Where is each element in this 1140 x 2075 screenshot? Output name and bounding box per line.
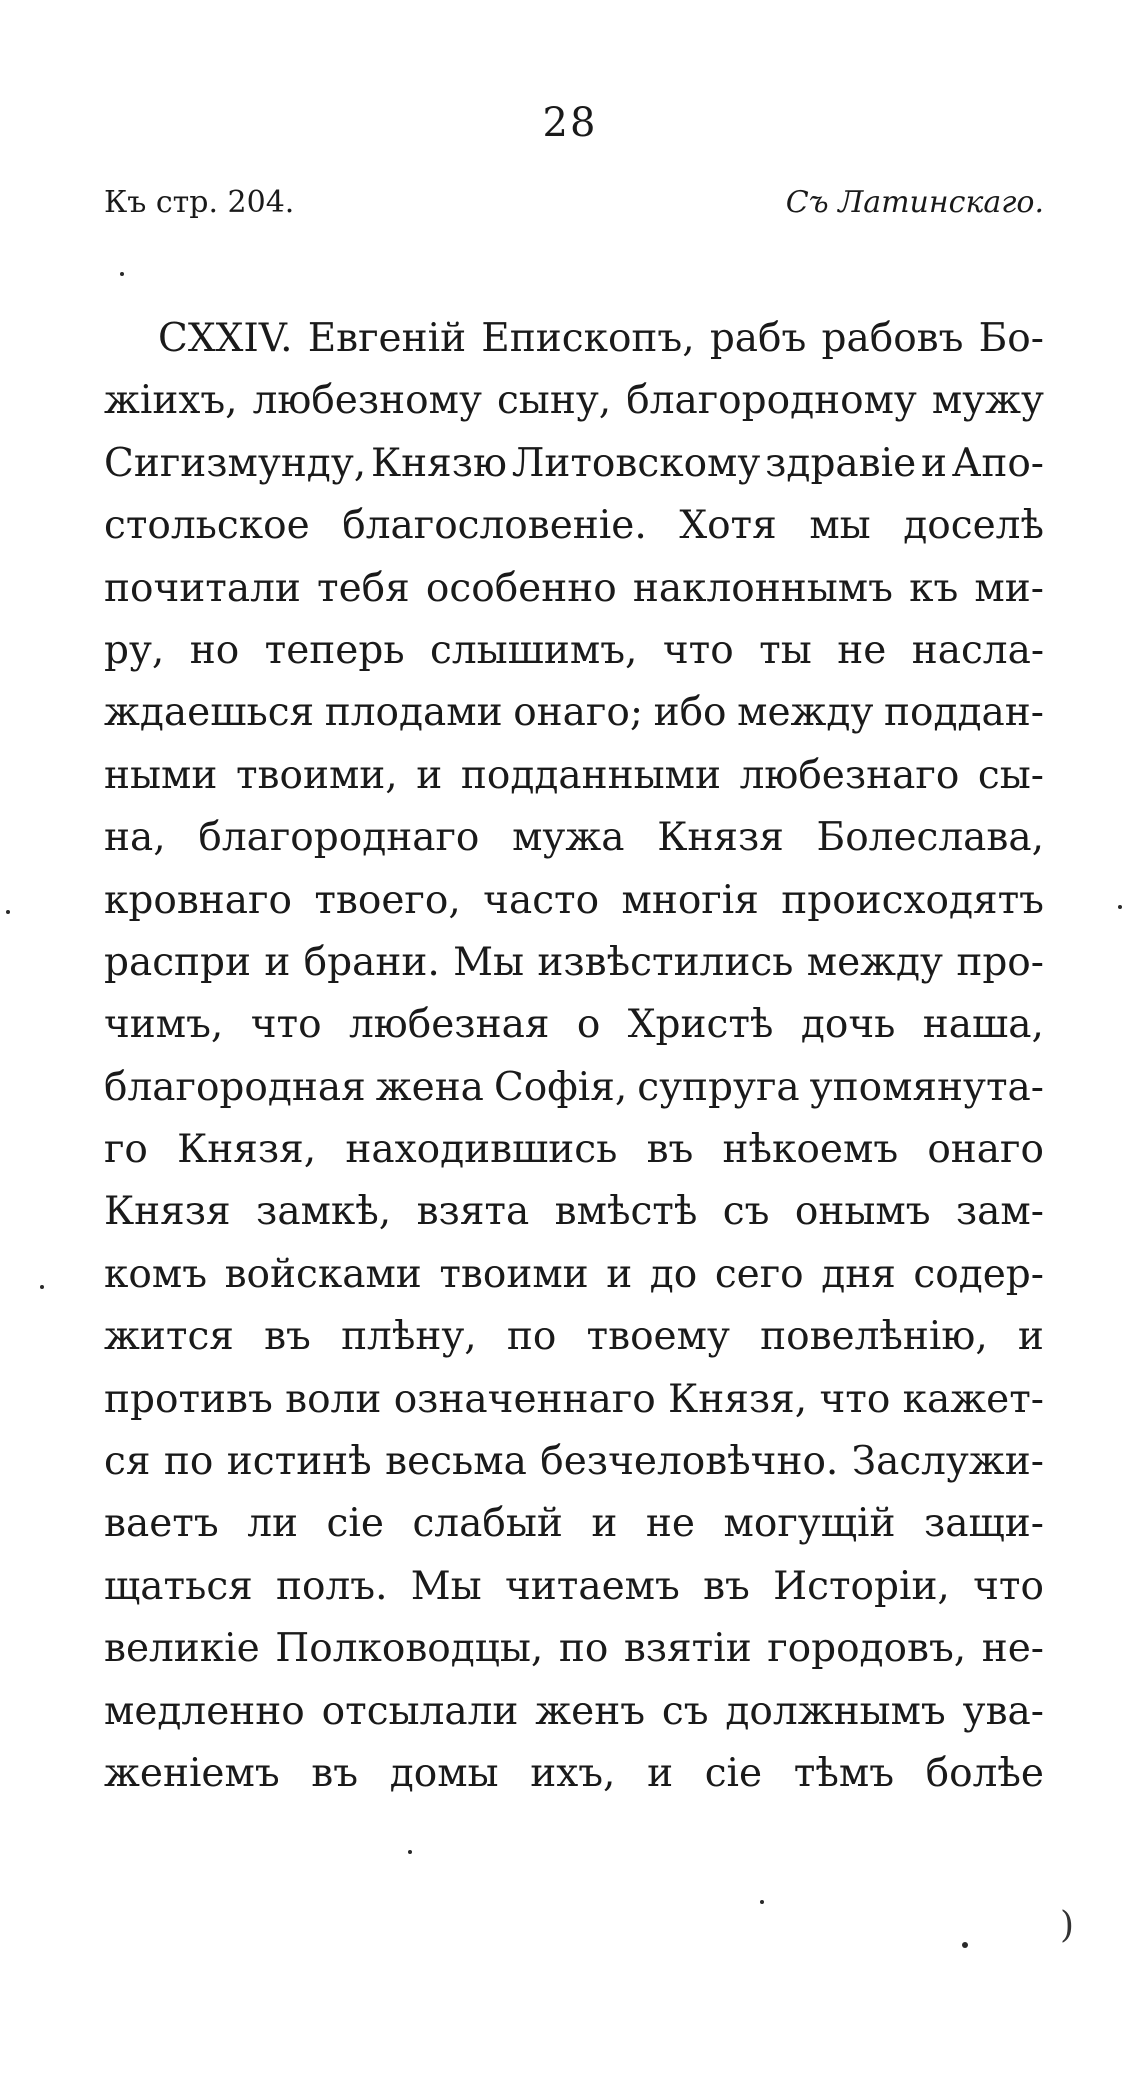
text-line (104, 558, 1044, 620)
word: онаго; (513, 690, 643, 736)
word: сего (714, 1251, 804, 1297)
text-line (104, 495, 1044, 557)
word: Софія, (493, 1064, 628, 1110)
word: и (647, 1750, 674, 1796)
word: содер- (913, 1251, 1044, 1297)
word: Князя (657, 815, 784, 861)
word: безчеловѣчно. (540, 1439, 839, 1485)
word: благословеніе. (342, 503, 647, 549)
header-source-language: Съ Латинскаго. (785, 185, 1044, 220)
word: насла- (911, 627, 1044, 673)
word: чимъ, (104, 1002, 224, 1048)
word: рабовъ (821, 316, 964, 361)
word: и (606, 1251, 633, 1297)
word: въ (703, 1563, 750, 1609)
text-line (104, 870, 1044, 932)
word: Епископъ, (481, 316, 695, 361)
word: что (662, 627, 734, 673)
word: на, (104, 815, 166, 861)
word: щаться (104, 1563, 253, 1609)
text-line (104, 1431, 1044, 1493)
word: сыну, (496, 378, 612, 424)
word: весьма (385, 1439, 527, 1485)
word: взятіи (623, 1626, 752, 1672)
word: часто (483, 877, 600, 923)
word: ты (759, 627, 812, 673)
word: войсками (224, 1251, 422, 1297)
word: между (737, 690, 874, 736)
word: про- (956, 939, 1044, 985)
word: Сигизмунду, (104, 440, 367, 486)
word: Мы (453, 939, 525, 985)
word: супруга (637, 1064, 800, 1110)
word: ли (247, 1501, 298, 1547)
word: по (506, 1314, 557, 1360)
word: сіе (326, 1501, 384, 1547)
word: плодами (324, 690, 503, 736)
text-line (104, 1618, 1044, 1680)
word: и (264, 939, 291, 985)
word: не- (981, 1626, 1044, 1672)
word: и (920, 440, 947, 486)
word: почитали (104, 565, 301, 611)
header-reference: Къ стр. 204. (104, 185, 295, 220)
word: защи- (923, 1501, 1044, 1547)
word: упомянута- (809, 1064, 1044, 1110)
scan-speck (760, 1900, 764, 1904)
word: Мы (410, 1563, 482, 1609)
word: Князю (370, 440, 507, 486)
word: болѣе (925, 1750, 1044, 1796)
word: ибо (653, 690, 727, 736)
scan-speck (962, 1942, 968, 1948)
word: наша, (922, 1002, 1044, 1048)
word: Князя, (668, 1376, 808, 1422)
word: благородная (104, 1064, 366, 1110)
word: по (558, 1626, 609, 1672)
word: тѣмъ (793, 1750, 895, 1796)
word: Заслужи- (851, 1439, 1044, 1485)
text-line (104, 433, 1044, 495)
word: не (645, 1501, 695, 1547)
word: воли (285, 1376, 382, 1422)
word: Хотя (679, 503, 777, 549)
word: онымъ (794, 1189, 931, 1235)
word: любезная (349, 1002, 550, 1048)
word: кровнаго (104, 877, 292, 923)
text-line (104, 807, 1044, 869)
word: благороднаго (198, 815, 480, 861)
word: домы (389, 1750, 499, 1796)
text-line (104, 1119, 1044, 1181)
word: женъ (535, 1688, 646, 1734)
word: слабый (412, 1501, 563, 1547)
scan-speck (120, 272, 124, 276)
word: ми- (974, 565, 1044, 611)
word: дочь (800, 1002, 896, 1048)
word: и (1017, 1314, 1044, 1360)
word: плѣну, (341, 1314, 477, 1360)
text-line (104, 682, 1044, 744)
word: Бо- (978, 316, 1044, 361)
word: сіе (704, 1750, 763, 1796)
text-line (104, 932, 1044, 994)
word: тебя (317, 565, 410, 611)
scan-speck (6, 910, 10, 914)
word: взята (416, 1189, 530, 1235)
word: Литовскому (511, 440, 761, 486)
scan-speck (40, 1285, 44, 1289)
word: жіихъ, (104, 378, 238, 424)
word: великіе (104, 1626, 260, 1672)
word: ся (104, 1439, 151, 1485)
word: Христѣ (627, 1002, 774, 1048)
word: по (163, 1439, 214, 1485)
word: медленно (104, 1688, 305, 1734)
word: городовъ, (767, 1626, 967, 1672)
word: жится (104, 1314, 234, 1360)
text-line (104, 1244, 1044, 1306)
scan-speck (1118, 905, 1122, 909)
word: твоими, (235, 752, 398, 798)
word: съ (661, 1688, 709, 1734)
word: Исторіи, (773, 1563, 950, 1609)
word: Болеслава, (816, 815, 1044, 861)
word: не (837, 627, 887, 673)
word: происходятъ (781, 877, 1044, 923)
word: зам- (955, 1189, 1044, 1235)
word: онаго (927, 1127, 1044, 1173)
word: о (576, 1002, 601, 1048)
word: благородному (626, 378, 917, 424)
text-line (104, 308, 1044, 370)
word: замкѣ, (256, 1189, 392, 1235)
word: полъ. (276, 1563, 388, 1609)
word: ными (104, 752, 218, 798)
word: доселѣ (903, 503, 1044, 549)
text-line (104, 745, 1044, 807)
word: теперь (264, 627, 405, 673)
word: означеннаго (393, 1376, 656, 1422)
word: сы- (977, 752, 1044, 798)
word: вмѣстѣ (554, 1189, 698, 1235)
word: твоему (586, 1314, 730, 1360)
word: ждаешься (104, 690, 315, 736)
word: до (649, 1251, 698, 1297)
text-line (104, 1057, 1044, 1119)
word: съ (722, 1189, 770, 1235)
text-line (104, 1369, 1044, 1431)
word: слышимъ, (430, 627, 638, 673)
word: ру, (104, 627, 165, 673)
word: рабъ (709, 316, 807, 361)
word: женіемъ (104, 1750, 280, 1796)
word: и (591, 1501, 618, 1547)
word: Евгеній (307, 316, 467, 361)
word: мы (809, 503, 871, 549)
word: стольское (104, 503, 310, 549)
word: подданными (460, 752, 721, 798)
word: что (819, 1376, 891, 1422)
word: отсылали (321, 1688, 519, 1734)
word: извѣстились (537, 939, 794, 985)
word: дня (821, 1251, 896, 1297)
text-line (104, 1306, 1044, 1368)
word: Полководцы, (275, 1626, 544, 1672)
word: къ (909, 565, 959, 611)
text-line (104, 1181, 1044, 1243)
text-line (104, 1743, 1044, 1805)
text-line (104, 370, 1044, 432)
word: мужу (931, 378, 1044, 424)
word: могущій (723, 1501, 896, 1547)
word: мужа (512, 815, 625, 861)
text-line (104, 994, 1044, 1056)
word: читаемъ (504, 1563, 680, 1609)
word: между (806, 939, 943, 985)
word: Князя (104, 1189, 231, 1235)
text-line (104, 1556, 1044, 1618)
word: распри (104, 939, 252, 985)
word: истинѣ (226, 1439, 372, 1485)
text-line (104, 1493, 1044, 1555)
word: ваетъ (104, 1501, 219, 1547)
word: въ (264, 1314, 311, 1360)
body-text (104, 308, 1044, 1805)
word: CXXIV. (158, 316, 293, 361)
word: любезному (252, 378, 482, 424)
word: Апо- (951, 440, 1044, 486)
word: любезнаго (739, 752, 960, 798)
margin-mark: ) (1060, 1905, 1075, 1946)
word: что (250, 1002, 322, 1048)
word: кажет- (902, 1376, 1044, 1422)
word: въ (646, 1127, 694, 1173)
word: нѣкоемъ (722, 1127, 899, 1173)
word: особенно (425, 565, 617, 611)
word: что (973, 1563, 1044, 1609)
word: го (104, 1127, 148, 1173)
word: находившись (345, 1127, 618, 1173)
word: жена (375, 1064, 484, 1110)
word: и (416, 752, 443, 798)
word: твоими (439, 1251, 589, 1297)
word: Князя, (177, 1127, 317, 1173)
word: ихъ, (530, 1750, 616, 1796)
scan-speck (408, 1850, 412, 1854)
word: наклоннымъ (632, 565, 893, 611)
word: многія (621, 877, 759, 923)
word: твоего, (314, 877, 461, 923)
text-line (104, 620, 1044, 682)
word: ува- (962, 1688, 1044, 1734)
word: брани. (303, 939, 440, 985)
word: поддан- (884, 690, 1044, 736)
word: комъ (104, 1251, 208, 1297)
word: въ (311, 1750, 359, 1796)
word: здравіе (765, 440, 917, 486)
word: повелѣнію, (760, 1314, 988, 1360)
word: должнымъ (725, 1688, 946, 1734)
word: но (189, 627, 240, 673)
word: противъ (104, 1376, 273, 1422)
text-line (104, 1681, 1044, 1743)
page-number: 28 (542, 100, 598, 146)
